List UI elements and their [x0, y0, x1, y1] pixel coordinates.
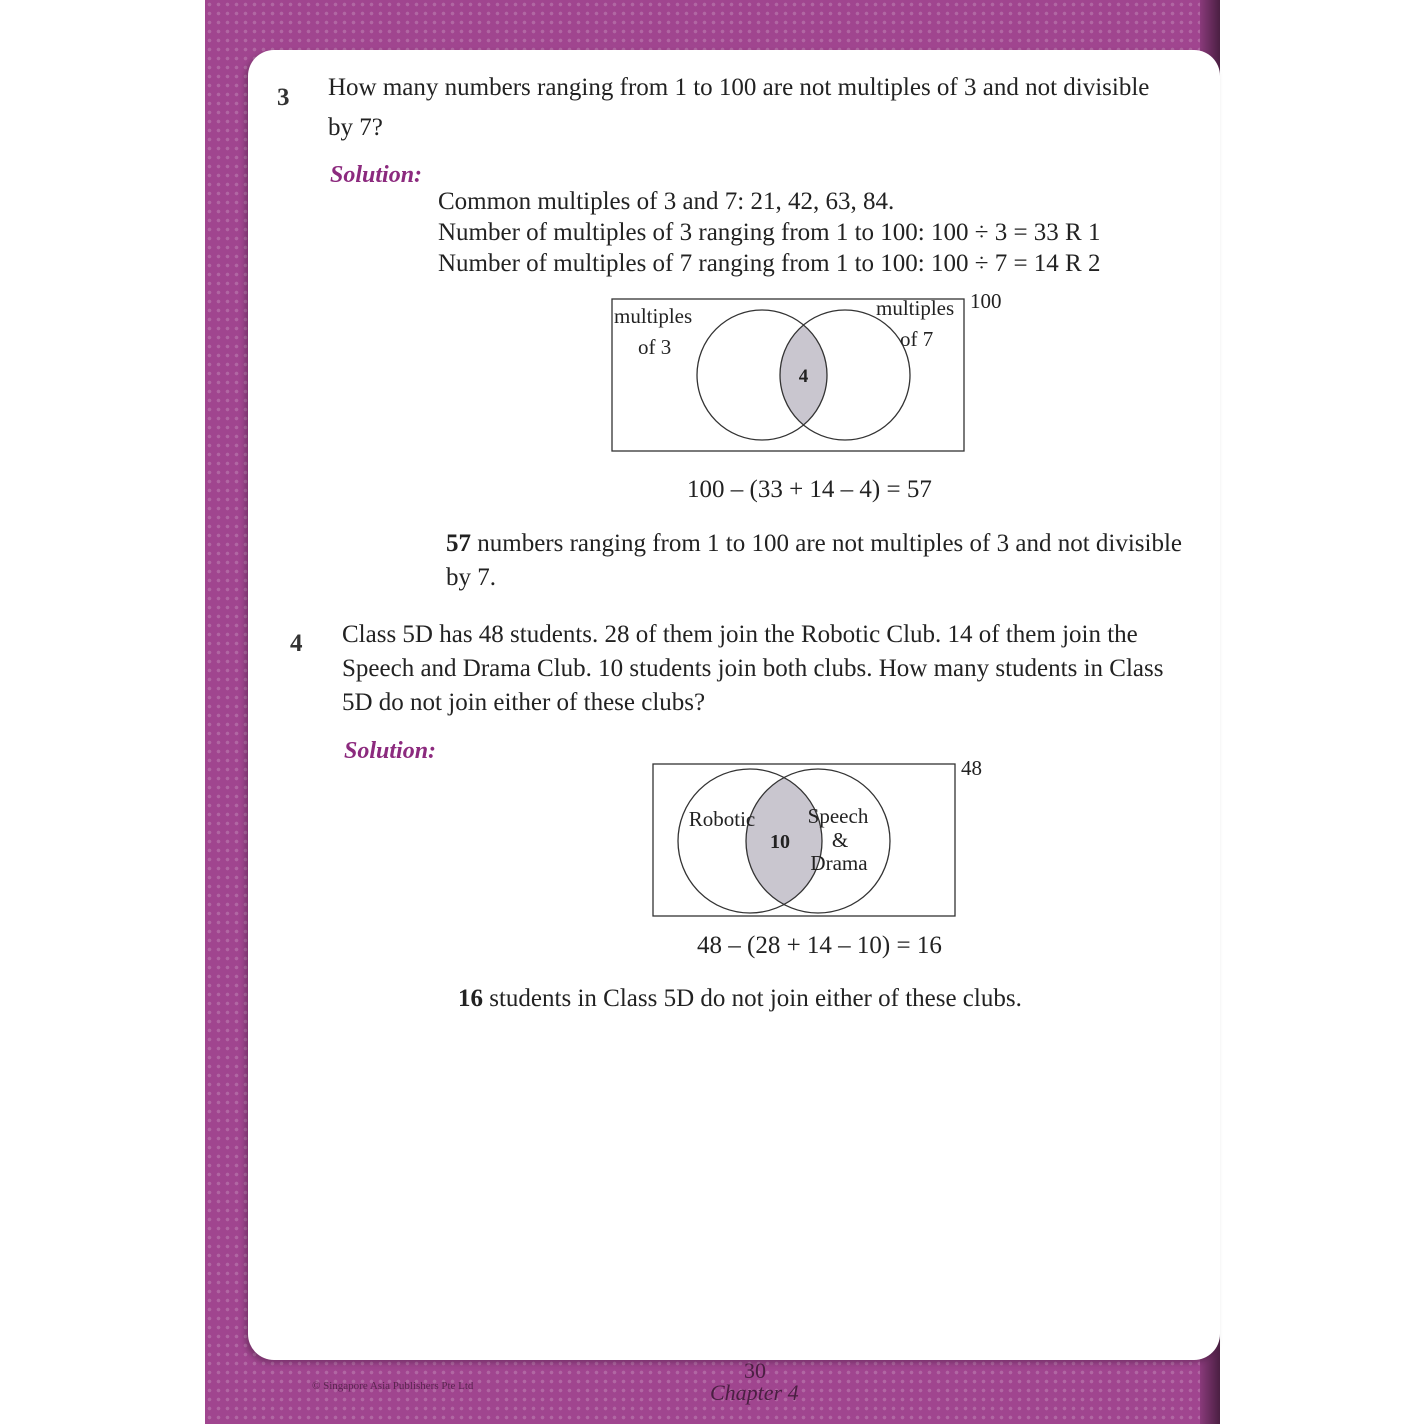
question-4-answer-value: 16 [458, 985, 483, 1012]
footer-chapter: Chapter 4 [710, 1380, 799, 1405]
venn-left-label: Robotic [688, 807, 756, 831]
question-3-answer-line-1 [446, 528, 1182, 560]
question-3-equation: 100 – (33 + 14 – 4) = 57 [687, 476, 932, 503]
question-3-text-line-2: by 7? [328, 114, 383, 141]
question-3-text-line-1: How many numbers ranging from 1 to 100 are not multiples of 3 and not divisible [328, 74, 1150, 101]
question-4-solution-label: Solution: [344, 738, 437, 764]
question-4-answer-text: students in Class 5D do not join either of these clubs. [483, 985, 1022, 1012]
question-4-text-line-2: Speech and Drama Club. 10 students join both clubs. How many students in Class [342, 655, 1164, 682]
footer-page-number: 30 [744, 1358, 766, 1383]
question-3-number: 3 [277, 84, 290, 111]
venn-intersection-shading [746, 769, 890, 913]
question-3-step-2: Number of multiples of 3 ranging from 1 to 100: 100 ÷ 3 = 33 R 1 [438, 219, 1101, 246]
venn-right-label-line-3: Drama [810, 851, 868, 875]
venn-left-label-line-2: of 3 [638, 335, 672, 359]
question-4-venn-diagram [640, 750, 1020, 930]
venn-intersection-value: 4 [798, 366, 809, 387]
question-3-answer-value: 57 [446, 530, 471, 557]
venn-right-label-line-1: multiples [876, 296, 955, 320]
question-3-answer-text: numbers ranging from 1 to 100 are not multiples of 3 and not divisible [471, 530, 1182, 557]
question-3-step-1: Common multiples of 3 and 7: 21, 42, 63, 84. [438, 188, 895, 215]
question-4-text-line-1: Class 5D has 48 students. 28 of them join the Robotic Club. 14 of them join the [342, 621, 1138, 648]
venn-right-label-line-2: of 7 [900, 327, 934, 351]
venn-left-label-line-1: multiples [614, 304, 693, 328]
question-4-text-line-3: 5D do not join either of these clubs? [342, 689, 706, 716]
question-3-solution-label: Solution: [330, 162, 423, 188]
footer-copyright: © Singapore Asia Publishers Pte Ltd [312, 1380, 474, 1392]
question-4-number: 4 [290, 630, 303, 657]
venn-right-label-line-2: & [831, 828, 849, 852]
venn-intersection-value: 10 [770, 831, 790, 853]
venn-right-label-line-1: Speech [807, 804, 869, 828]
question-4-answer [458, 983, 1022, 1015]
venn-universe-total: 48 [961, 756, 982, 780]
question-3-step-3: Number of multiples of 7 ranging from 1 to 100: 100 ÷ 7 = 14 R 2 [438, 250, 1101, 277]
question-3-venn-diagram [600, 285, 1020, 465]
venn-universe-total: 100 [970, 289, 1002, 313]
question-4-equation: 48 – (28 + 14 – 10) = 16 [697, 932, 942, 959]
question-3-answer-line-2: by 7. [446, 564, 496, 591]
